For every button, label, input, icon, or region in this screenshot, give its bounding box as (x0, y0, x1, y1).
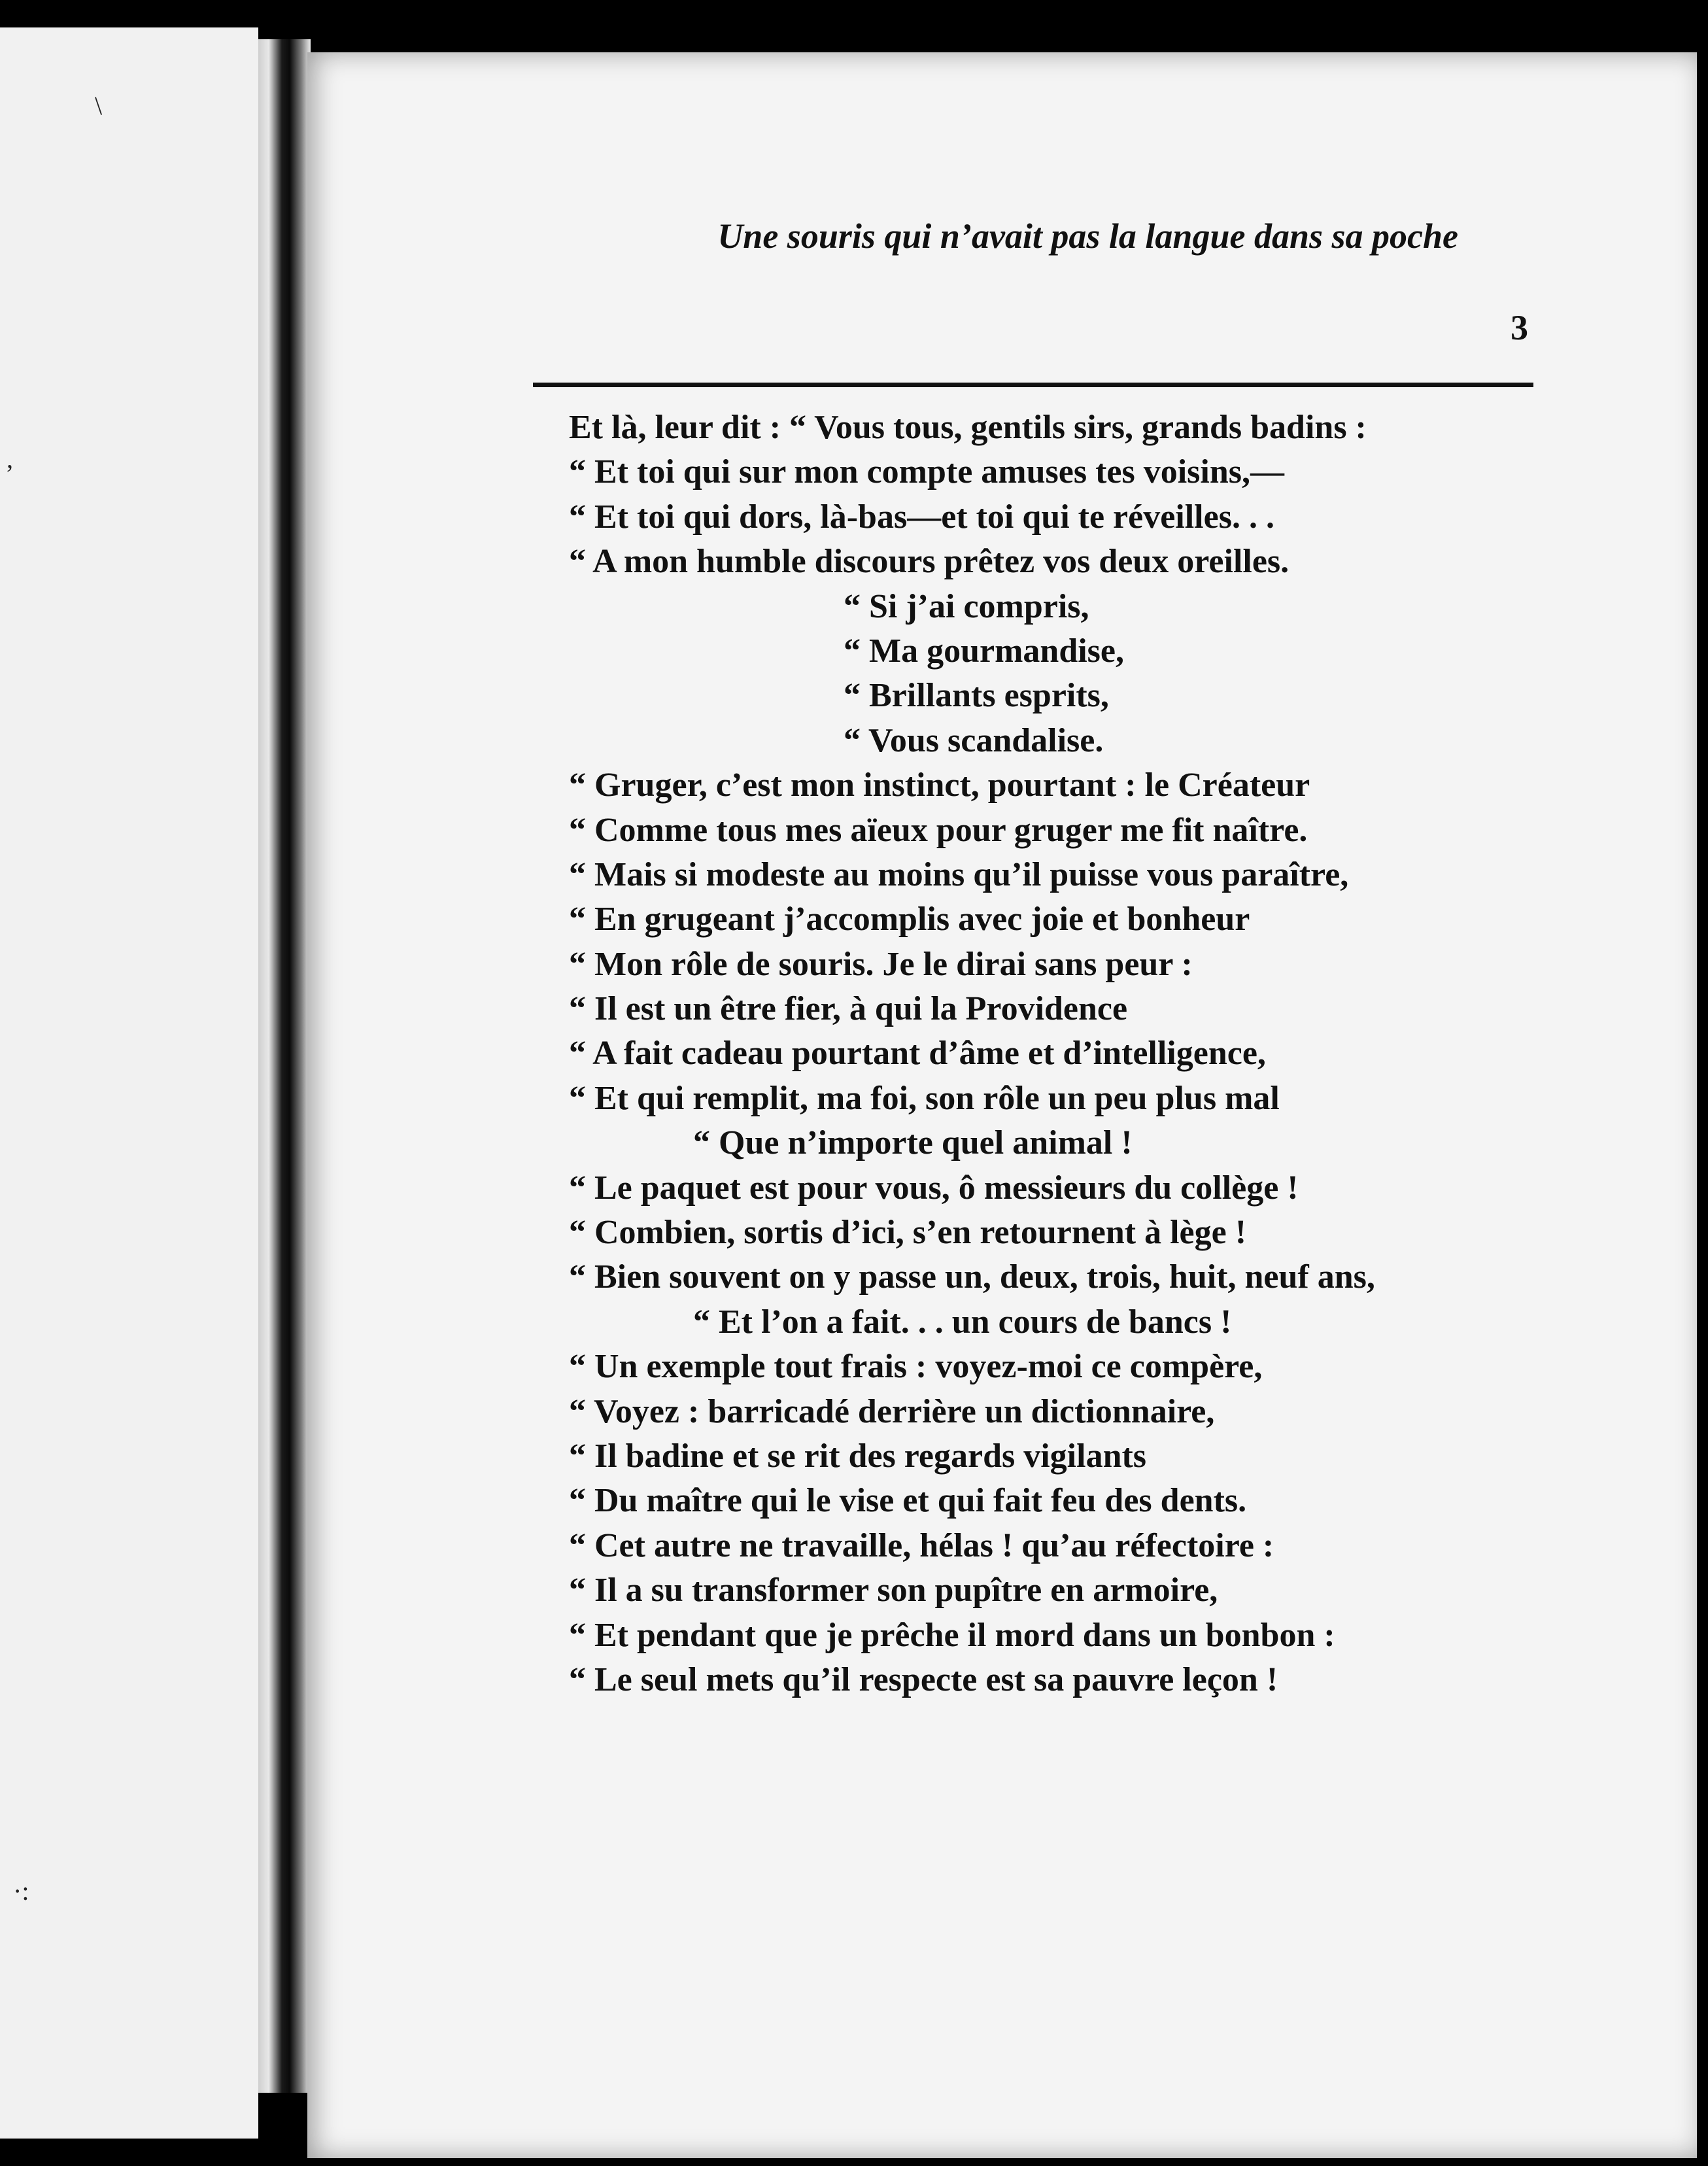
paper-speck: ·: (13, 1876, 29, 1906)
paper-speck: , (7, 444, 13, 473)
book-gutter (258, 39, 311, 2093)
verse-line: “ Il a su transformer son pupître en armoire, (569, 1572, 1218, 1609)
poem-text (569, 405, 1517, 1702)
verse-line: “ Que n’importe quel animal ! (693, 1124, 1133, 1162)
verse-line: “ Du maître qui le vise et qui fait feu des dents. (569, 1482, 1247, 1520)
verse-line: “ Il est un être fier, à qui la Providence (569, 990, 1128, 1028)
page-number: 3 (1511, 308, 1528, 347)
verse-line: “ A mon humble discours prêtez vos deux oreilles. (569, 543, 1290, 581)
header-rule (533, 383, 1533, 387)
verse-line: “ Et l’on a fait. . . un cours de bancs ! (693, 1303, 1232, 1341)
verse-line: “ Et qui remplit, ma foi, son rôle un peu plus mal (569, 1079, 1280, 1117)
verse-line: “ Combien, sortis d’ici, s’en retournent à lège ! (569, 1214, 1247, 1252)
verse-line: “ Voyez : barricadé derrière un dictionnaire, (569, 1392, 1215, 1430)
verse-line: “ Le seul mets qu’il respecte est sa pauvre leçon ! (569, 1660, 1278, 1698)
verse-line: “ Si j’ai compris, (844, 587, 1089, 625)
verse-line: “ En grugeant j’accomplis avec joie et bonheur (569, 901, 1250, 938)
verse-line: “ Un exemple tout frais : voyez-moi ce compère, (569, 1348, 1263, 1386)
verse-line: “ Cet autre ne travaille, hélas ! qu’au réfectoire : (569, 1526, 1274, 1564)
verse-line: “ Et pendant que je prêche il mord dans un bonbon : (569, 1616, 1335, 1654)
facing-page (0, 27, 258, 2139)
verse-line: “ Et toi qui dors, là-bas—et toi qui te réveilles. . . (569, 498, 1274, 536)
verse-line: “ Le paquet est pour vous, ô messieurs du collège ! (569, 1169, 1299, 1207)
running-head: Une souris qui n’avait pas la langue dans sa poche (717, 216, 1458, 256)
verse-line: “ Bien souvent on y passe un, deux, trois, huit, neuf ans, (569, 1258, 1375, 1296)
verse-line: “ Brillants esprits, (844, 677, 1109, 715)
verse-line: “ Mais si modeste au moins qu’il puisse vous paraître, (569, 855, 1349, 893)
verse-line: Et là, leur dit : “ Vous tous, gentils sirs, grands badins : (569, 409, 1367, 446)
verse-line: “ Gruger, c’est mon instinct, pourtant : le Créateur (569, 766, 1310, 804)
verse-line: “ Comme tous mes aïeux pour gruger me fit naître. (569, 811, 1308, 849)
verse-line: “ A fait cadeau pourtant d’âme et d’intelligence, (569, 1035, 1266, 1073)
verse-line: “ Ma gourmandise, (844, 632, 1124, 670)
verse-line: “ Vous scandalise. (844, 721, 1104, 759)
verse-line: “ Il badine et se rit des regards vigilants (569, 1437, 1147, 1475)
verse-line: “ Et toi qui sur mon compte amuses tes voisins,— (569, 453, 1285, 491)
paper-speck: \ (95, 91, 103, 120)
verse-line: “ Mon rôle de souris. Je le dirai sans peur : (569, 945, 1193, 983)
